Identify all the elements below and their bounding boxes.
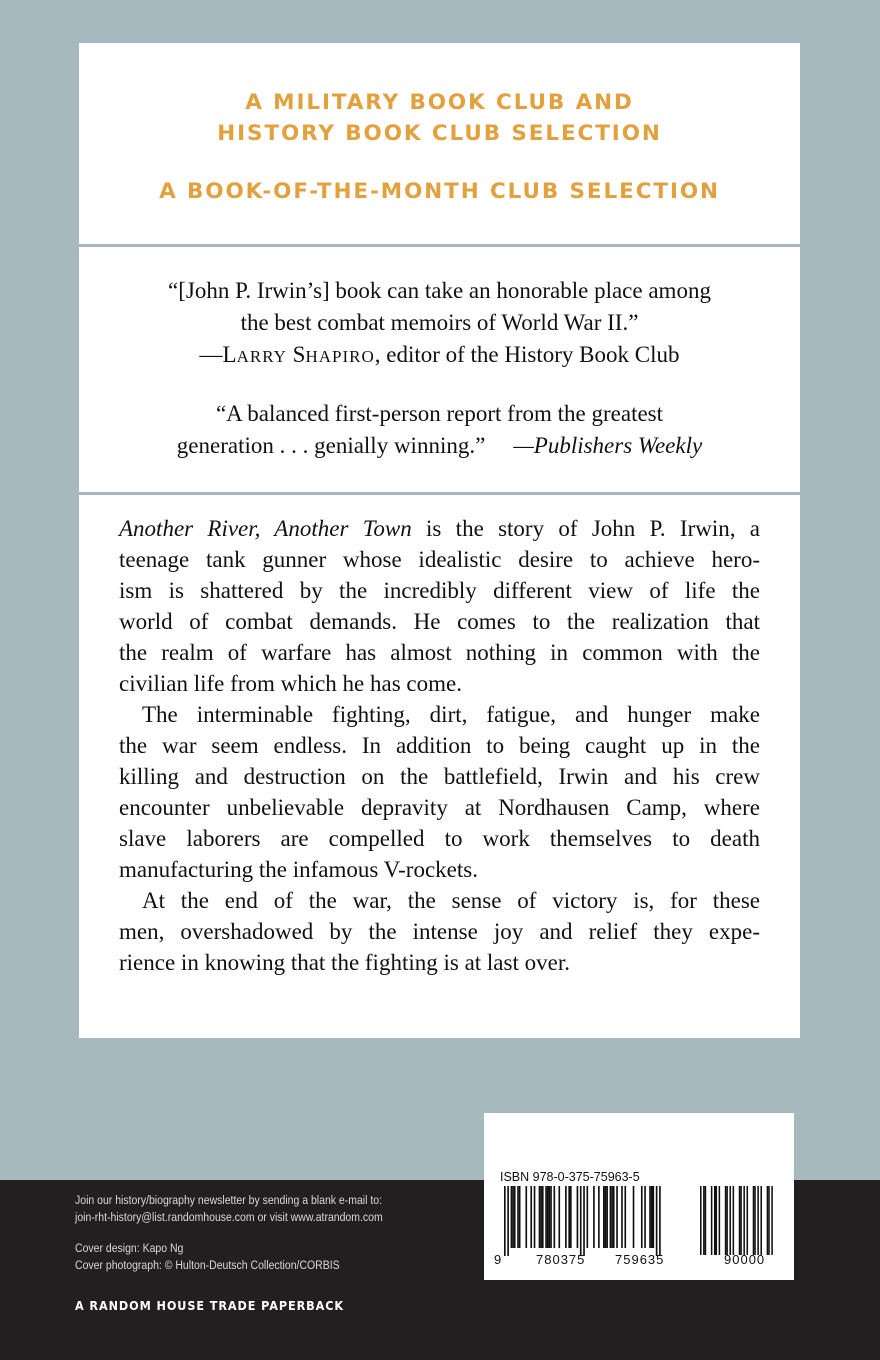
addon-bar	[700, 1186, 702, 1255]
addon-bar	[740, 1186, 742, 1255]
barcode-graphic	[484, 1113, 794, 1280]
barcode-bar	[644, 1186, 646, 1248]
quote-attribution: —Publishers Weekly	[513, 433, 703, 458]
barcode-bar	[514, 1186, 516, 1248]
text-line: civilian life from which he has come.	[119, 671, 462, 696]
quote-line: “[John P. Irwin’s] book can take an honorable place among	[168, 278, 711, 303]
barcode-right-digits: 759635	[615, 1252, 665, 1267]
barcode-bar	[549, 1186, 551, 1248]
addon-bar	[726, 1186, 728, 1255]
barcode-bar	[621, 1186, 623, 1248]
newsletter-line: Join our history/biography newsletter by sending a blank e-mail to:	[75, 1193, 383, 1207]
barcode-bar	[550, 1186, 552, 1248]
addon-bar	[753, 1186, 755, 1255]
back-cover-panel	[79, 43, 800, 1038]
quote-line: “A balanced first-person report from the greatest	[215, 401, 664, 426]
barcode-bar	[616, 1186, 618, 1248]
addon-bar	[771, 1186, 773, 1255]
footer-info	[75, 1192, 383, 1274]
barcode-bar	[606, 1186, 608, 1248]
barcode-bar	[649, 1186, 651, 1248]
barcode-bar	[511, 1186, 513, 1248]
barcode-bar	[610, 1186, 612, 1248]
barcode-bar	[512, 1186, 514, 1248]
club-line-botm: A BOOK-OF-THE-MONTH CLUB SELECTION	[159, 179, 720, 204]
addon-bar	[760, 1186, 762, 1255]
barcode-bar	[624, 1186, 626, 1248]
text-line: killing and destruction on the battlefield, Irwin and his crew	[119, 764, 760, 789]
barcode-bar	[580, 1186, 582, 1256]
barcode-bar	[530, 1186, 532, 1248]
barcode-bar	[554, 1186, 556, 1248]
addon-bar	[719, 1186, 721, 1255]
addon-bar	[716, 1186, 718, 1255]
barcode-bar	[558, 1186, 560, 1248]
addon-bar	[743, 1186, 745, 1255]
addon-bar	[703, 1186, 705, 1255]
barcode-bar	[570, 1186, 572, 1248]
text-line: men, overshadowed by the intense joy and relief they expe-	[119, 919, 760, 944]
text-line: world of combat demands. He comes to the realization that	[119, 609, 760, 634]
text-line: slave laborers are compelled to work themselves to death	[119, 826, 760, 851]
barcode-bar	[587, 1186, 589, 1248]
text-line: ism is shattered by the incredibly different view of life the	[119, 578, 760, 603]
barcode-left-digits: 780375	[536, 1252, 586, 1267]
name-initial: S	[292, 342, 306, 367]
text-line: the war seem endless. In addition to being caught up in the	[119, 733, 760, 758]
price-addon-barcode	[700, 1186, 773, 1255]
barcode-bar	[603, 1186, 605, 1248]
text-line: encounter unbelievable depravity at Nordhausen Camp, where	[119, 795, 760, 820]
barcode-first-digit: 9	[494, 1252, 502, 1267]
text-line: manufacturing the infamous V-rockets.	[119, 857, 478, 882]
barcode-bar	[593, 1186, 595, 1248]
barcode-bar	[525, 1186, 527, 1248]
attribution-dash: —	[199, 342, 223, 367]
barcode-bar	[641, 1186, 643, 1248]
quote-attribution	[79, 339, 800, 373]
club-line-military: A MILITARY BOOK CLUB AND	[245, 90, 634, 115]
name-smallcaps: HAPIRO	[305, 347, 375, 366]
barcode-bar	[545, 1186, 547, 1248]
club-line-history: HISTORY BOOK CLUB SELECTION	[217, 121, 662, 146]
quote-shapiro	[79, 275, 800, 373]
book-description	[79, 495, 800, 978]
quote-line	[79, 430, 800, 462]
barcode-bar	[651, 1186, 653, 1248]
attribution-role: , editor of the History Book Club	[374, 342, 680, 367]
barcode-bar	[656, 1186, 658, 1256]
text-line: the realm of warfare has almost nothing in common with the	[119, 640, 760, 665]
quote-line: the best combat memoirs of World War II.”	[240, 310, 639, 335]
addon-bar	[725, 1186, 727, 1255]
description-paragraph	[119, 513, 760, 699]
addon-bar	[768, 1186, 770, 1255]
barcode-bar	[519, 1186, 521, 1248]
barcode-bar	[542, 1186, 544, 1248]
barcode-bar	[540, 1186, 542, 1248]
addon-bar	[739, 1186, 741, 1255]
barcode-bar	[547, 1186, 549, 1248]
addon-bar	[754, 1186, 756, 1255]
newsletter-line: join-rht-history@list.randomhouse.com or visit www.atrandom.com	[75, 1210, 383, 1224]
barcode-bar	[659, 1186, 661, 1256]
barcode-bar	[517, 1186, 519, 1248]
barcode-bar	[598, 1186, 600, 1248]
ean-barcode	[504, 1186, 661, 1256]
cover-photo-credit: Cover photograph: © Hulton-Deutsch Collection/CORBIS	[75, 1258, 340, 1272]
text-line: rience in knowing that the fighting is at last over.	[119, 950, 570, 975]
barcode-box	[484, 1113, 794, 1280]
addon-bar	[733, 1186, 735, 1255]
addon-bar	[711, 1186, 713, 1255]
price-code: 90000	[724, 1252, 766, 1267]
barcode-bar	[504, 1186, 506, 1256]
addon-bar	[714, 1186, 716, 1255]
barcode-bar	[565, 1186, 567, 1248]
addon-bar	[767, 1186, 769, 1255]
club-selection-block	[79, 43, 800, 244]
barcode-bar	[611, 1186, 613, 1248]
name-smallcaps: ARRY	[236, 347, 287, 366]
text-line: Another River, Another Town is the story of John P. Irwin, a	[119, 516, 760, 541]
quote-publishers-weekly	[79, 398, 800, 462]
barcode-bar	[577, 1186, 579, 1248]
cover-design-credit: Cover design: Kapo Ng	[75, 1241, 184, 1255]
name-initial: L	[222, 342, 237, 367]
barcode-bar	[507, 1186, 509, 1256]
addon-bar	[705, 1186, 707, 1255]
description-paragraph	[119, 885, 760, 978]
review-quotes-block	[79, 247, 800, 492]
barcode-bar	[539, 1186, 541, 1248]
barcode-bar	[605, 1186, 607, 1248]
barcode-bar	[613, 1186, 615, 1248]
text-line: At the end of the war, the sense of victory is, for these	[142, 888, 760, 913]
addon-bar	[747, 1186, 749, 1255]
addon-bar	[729, 1186, 731, 1255]
barcode-bar	[633, 1186, 635, 1248]
barcode-bar	[534, 1186, 536, 1248]
quote-text: generation . . . genially winning.”	[176, 433, 486, 458]
isbn-label: ISBN 978-0-375-75963-5	[500, 1170, 640, 1184]
text-line: The interminable fighting, dirt, fatigue, and hunger make	[142, 702, 760, 727]
barcode-bar	[653, 1186, 655, 1248]
book-title: Another River, Another Town	[119, 516, 412, 541]
addon-bar	[757, 1186, 759, 1255]
description-paragraph	[119, 699, 760, 885]
text-line: teenage tank gunner whose idealistic desire to achieve hero-	[119, 547, 760, 572]
publisher-imprint: A RANDOM HOUSE TRADE PAPERBACK	[75, 1298, 345, 1313]
barcode-bar	[568, 1186, 570, 1248]
barcode-bar	[583, 1186, 585, 1256]
